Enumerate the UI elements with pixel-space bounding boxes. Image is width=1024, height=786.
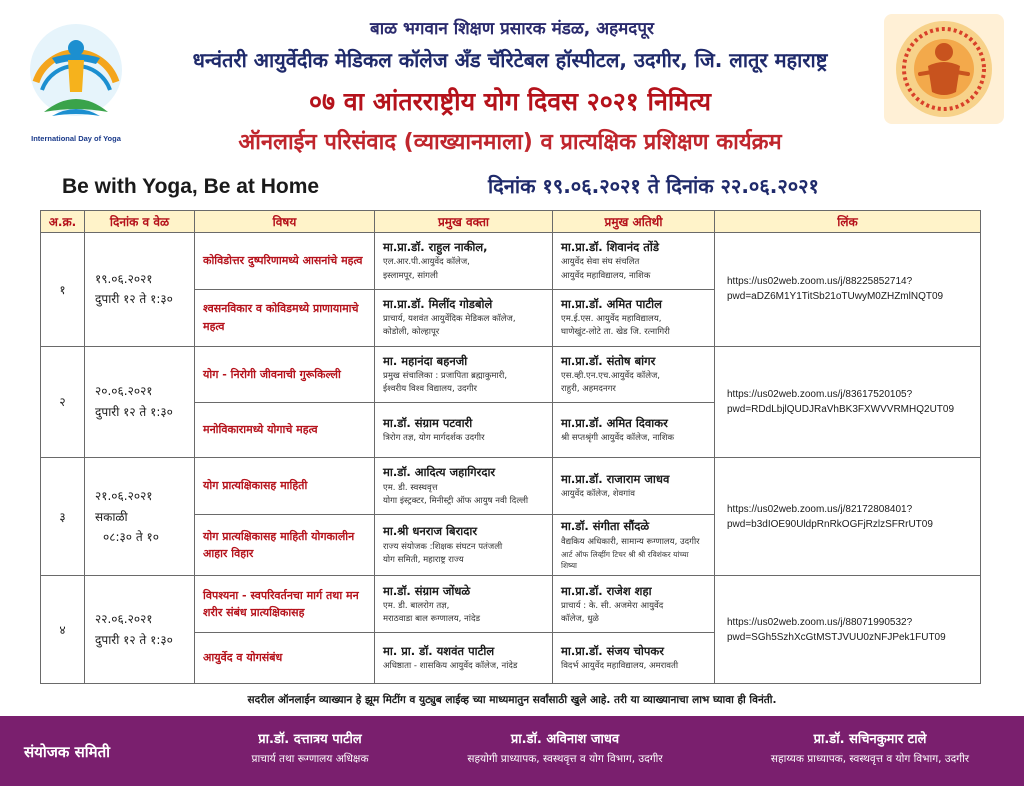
header-speaker: प्रमुख वक्ता [375, 211, 553, 233]
zoom-password[interactable]: pwd=b3dIOE90UldpRnRkOGFjRzlzSFRrUT09 [727, 518, 933, 530]
speaker-cell [375, 346, 553, 403]
guest-name: मा.प्रा.डॉ. राजाराम जाधव [561, 471, 670, 486]
session-topic: आयुर्वेद व योगसंबंध [195, 633, 375, 684]
speaker-desc: इस्लामपूर, सांगली [383, 270, 438, 281]
member-role: सहाय्यक प्राध्यापक, स्वस्थवृत्त व योग विभाग, उदगीर [770, 752, 970, 765]
speaker-cell [375, 403, 553, 458]
guest-name: मा.प्रा.डॉ. संजय चोपकर [561, 643, 664, 658]
speaker-name: मा. प्रा. डॉ. यशवंत पाटील [383, 643, 495, 658]
day-number: २ [41, 346, 85, 458]
day-datetime [85, 576, 195, 684]
member-name: प्रा.डॉ. दत्तात्रय पाटील [258, 732, 362, 747]
header-link: लिंक [715, 211, 981, 233]
session-topic: योग प्रात्यक्षिकासह माहिती [195, 458, 375, 515]
zoom-url[interactable]: https://us02web.zoom.us/j/88071990532? [727, 616, 913, 628]
committee-member [420, 730, 710, 768]
tagline: Be with Yoga, Be at Home [62, 175, 320, 198]
guest-desc: आर्ट ऑफ लिव्हींग टिचर श्री श्री रविशंकर यांच्या शिष्या [561, 549, 689, 571]
header-sr: अ.क्र. [41, 211, 85, 233]
day-time: दुपारी १२ ते १:३० [95, 292, 173, 307]
speaker-desc: ईश्वरीय विश्व विद्यालय, उदगीर [383, 384, 478, 395]
guest-desc: आयुर्वेद सेवा संघ संचलित [561, 257, 640, 268]
guest-name: मा.प्रा.डॉ. राजेश शहा [561, 583, 652, 598]
session-topic: मनोविकारामध्ये योगाचे महत्व [195, 403, 375, 458]
notice-text: सदरील ऑनलाईन व्याख्यान हे झूम मिटींग व युट्युब लाईव्ह च्या माध्यमातुन सर्वांसाठी खुले आहे. तरी या व्याख्यानाचा लाभ घ्यावा ही विनंती. [247, 694, 777, 706]
guest-cell [553, 633, 715, 684]
table-row [41, 576, 981, 633]
zoom-link[interactable] [715, 576, 981, 684]
day-time: दुपारी १२ ते १:३० [95, 632, 173, 647]
header-guest: प्रमुख अतिथी [553, 211, 715, 233]
day-date: १९.०६.२०२१ [95, 271, 153, 286]
speaker-desc: राज्य संयोजक :शिक्षक संघटन पतंजली [383, 541, 503, 552]
zoom-link[interactable] [715, 346, 981, 458]
header-datetime: दिनांक व वेळ [85, 211, 195, 233]
day-datetime [85, 233, 195, 347]
speaker-name: मा.प्रा.डॉ. मिलींद गोडबोले [383, 296, 493, 311]
schedule-table [40, 210, 981, 684]
guest-cell [553, 458, 715, 515]
speaker-cell [375, 458, 553, 515]
zoom-url[interactable]: https://us02web.zoom.us/j/88225852714? [727, 276, 913, 288]
speaker-desc: प्राचार्य, यशवंत आयुर्वेदिक मेडिकल कॉलेज, [383, 314, 516, 325]
committee-title: संयोजक समिती [24, 743, 111, 761]
zoom-password[interactable]: pwd=aDZ6M1Y1TitSb21oTUwyM0ZHZmlNQT09 [727, 291, 944, 303]
speaker-cell [375, 514, 553, 576]
day-datetime [85, 458, 195, 576]
yoga-logo-caption: International Day of Yoga [31, 134, 121, 143]
guest-name: मा.प्रा.डॉ. शिवानंद तोंडे [561, 240, 659, 255]
yoga-figure-icon [22, 20, 130, 148]
speaker-name: मा.श्री धनराज बिरादार [383, 524, 478, 539]
yoga-day-logo [22, 20, 130, 148]
guest-desc: घाणेखुंट-लोटे ता. खेड जि. रत्नागिरी [561, 327, 670, 338]
college-name: धन्वंतरी आयुर्वेदीक मेडिकल कॉलेज अँड चॅरिटेबल हॉस्पीटल, उदगीर, जि. लातूर महाराष्ट्र [192, 48, 828, 72]
guest-cell [553, 514, 715, 576]
program-title: ऑनलाईन परिसंवाद (व्याख्यानमाला) व प्रात्यक्षिक प्रशिक्षण कार्यक्रम [238, 130, 782, 155]
session-topic: विपश्यना - स्वपरिवर्तनचा मार्ग तथा मन शरीर संबंध प्रात्यक्षिकासह [195, 576, 375, 633]
guest-desc: प्राचार्य : के. सी. अजमेरा आयुर्वेद [561, 600, 664, 611]
session-topic: कोविडोत्तर दुष्परिणामध्ये आसनांचे महत्व [195, 233, 375, 290]
guest-cell [553, 289, 715, 346]
day-date: २२.०६.२०२१ [95, 612, 153, 627]
guest-desc: श्री सप्तश्रृंगी आयुर्वेद कॉलेज, नाशिक [561, 433, 675, 444]
guest-desc: एस.व्ही.एन.एच.आयुर्वेद कॉलेज, [561, 370, 661, 381]
guest-desc: विदर्भ आयुर्वेद महाविद्यालय, अमरावती [561, 661, 679, 672]
table-header-row [41, 211, 981, 233]
speaker-desc: योगा इंस्ट्रक्टर, मिनीस्ट्री ऑफ आयुष नवी दिल्ली [383, 495, 529, 506]
guest-desc: वैद्यकिय अधिकारी, सामान्य रूग्णालय, उदगीर [561, 536, 700, 547]
committee-member [210, 730, 410, 768]
speaker-desc: कोडोली, कोल्हापूर [383, 327, 440, 338]
speaker-name: मा.डॉ. संग्राम जोंधळे [383, 583, 471, 598]
footer-committee [0, 716, 1024, 786]
date-range: दिनांक १९.०६.२०२१ ते दिनांक २२.०६.२०२१ [488, 174, 819, 198]
zoom-link[interactable] [715, 233, 981, 347]
zoom-password[interactable]: pwd=SGh5SzhXcGtMSTJVUU0zNFJPek1FUT09 [727, 631, 946, 643]
day-datetime [85, 346, 195, 458]
day-number: ४ [41, 576, 85, 684]
guest-name: मा.प्रा.डॉ. अमित पाटील [561, 296, 662, 311]
member-name: प्रा.डॉ. सचिनकुमार टाले [813, 732, 927, 747]
day-number: ३ [41, 458, 85, 576]
day-date: २०.०६.२०२१ [95, 384, 153, 399]
guest-desc: कॉलेज, धुळे [561, 614, 599, 624]
zoom-password[interactable]: pwd=RDdLbjlQUDJRaVhBK3FXWVVRMHQ2UT09 [727, 403, 955, 415]
header-topic: विषय [195, 211, 375, 233]
speaker-desc: अधिष्ठाता - शासकिय आयुर्वेद कॉलेज, नांदेड [383, 661, 518, 672]
speaker-name: मा.प्रा.डॉ. राहुल नाकील, [383, 240, 488, 255]
speaker-cell [375, 576, 553, 633]
speaker-desc: योग समिती, महाराष्ट्र राज्य [383, 554, 464, 565]
guest-cell [553, 403, 715, 458]
speaker-cell [375, 289, 553, 346]
zoom-link[interactable] [715, 458, 981, 576]
day-time: दुपारी १२ ते १:३० [95, 404, 173, 419]
guest-desc: एम.ई.एस. आयुर्वेद महाविद्यालय, [561, 314, 662, 325]
session-topic: योग प्रात्यक्षिकासह माहिती योगकालीन आहार विहार [195, 514, 375, 576]
speaker-cell [375, 233, 553, 290]
guest-name: मा.प्रा.डॉ. संतोष बांगर [561, 353, 656, 368]
zoom-url[interactable]: https://us02web.zoom.us/j/83617520105? [727, 388, 913, 400]
speaker-desc: प्रमुख संचालिका : प्रजापिता ब्रह्माकुमारी, [383, 370, 508, 381]
member-role: प्राचार्य तथा रूग्णालय अधिक्षक [251, 752, 369, 765]
member-name: प्रा.डॉ. अविनाश जाधव [510, 732, 620, 747]
guest-desc: आयुर्वेद कॉलेज, शेवगांव [561, 489, 635, 500]
speaker-desc: त्रिरोग तज्ञ, योग मार्गदर्शक उदगीर [383, 433, 485, 444]
member-role: सहयोगी प्राध्यापक, स्वस्थवृत्त व योग विभाग, उदगीर [467, 752, 663, 765]
guest-desc: राहुरी, अहमदनगर [561, 384, 616, 395]
speaker-desc: मराठवाडा बाल रूग्णालय, नांदेड [383, 614, 481, 624]
day-date: २१.०६.२०२१ [95, 489, 153, 504]
organization-name: बाळ भगवान शिक्षण प्रसारक मंडळ, अहमदपूर [370, 19, 654, 39]
guest-cell [553, 233, 715, 290]
event-title: ०७ वा आंतरराष्ट्रीय योग दिवस २०२१ निमित्य [308, 87, 712, 116]
speaker-desc: एम. डी. स्वस्थवृत्त [383, 482, 438, 493]
speaker-desc: एल.आर.पी.आयुर्वेद कॉलेज, [383, 257, 470, 268]
guest-name: मा.डॉ. संगीता सौंदळे [561, 519, 650, 534]
guest-cell [553, 346, 715, 403]
speaker-name: मा. महानंदा बहनजी [383, 353, 468, 368]
speaker-name: मा.डॉ. आदित्य जहागिरदार [383, 465, 496, 480]
table-row [41, 233, 981, 290]
session-topic: श्वसनविकार व कोविडमध्ये प्राणायामाचे महत्व [195, 289, 375, 346]
guest-desc: आयुर्वेद महाविद्यालय, नाशिक [561, 270, 651, 281]
day-time: सकाळी [95, 509, 128, 524]
table-row [41, 346, 981, 403]
guest-name: मा.प्रा.डॉ. अमित दिवाकर [561, 416, 668, 431]
guest-cell [553, 576, 715, 633]
session-topic: योग - निरोगी जीवनाची गुरूकिल्ली [195, 346, 375, 403]
speaker-desc: एम. डी. बालरोग तज्ञ, [383, 600, 450, 611]
zoom-url[interactable]: https://us02web.zoom.us/j/82172808401? [727, 503, 913, 515]
speaker-name: मा.डॉ. संग्राम पटवारी [383, 416, 473, 431]
committee-member [722, 730, 1018, 768]
day-time-range: ०८:३० ते १० [103, 530, 159, 545]
day-number: १ [41, 233, 85, 347]
table-row [41, 458, 981, 515]
speaker-cell [375, 633, 553, 684]
